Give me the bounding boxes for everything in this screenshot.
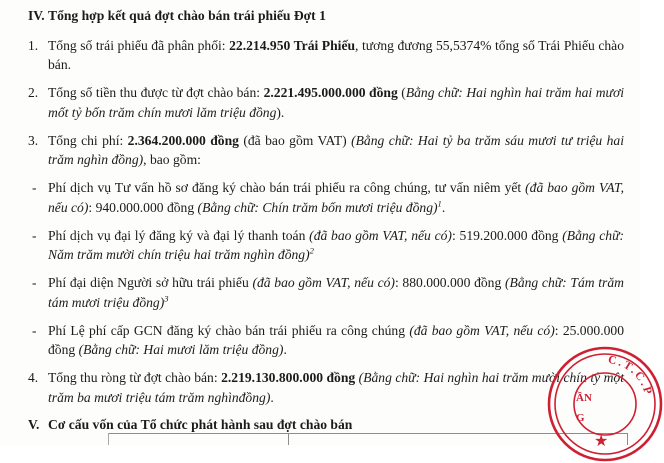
bullet1-footnote-ref: 1 xyxy=(437,197,442,208)
section-marker-iv: IV. xyxy=(28,8,45,23)
svg-text:C.T.C.P: C.T.C.P xyxy=(607,353,655,398)
list-item-2 xyxy=(14,83,626,122)
bullet-item-2 xyxy=(14,226,626,265)
bullet2-words-label: (Bằng chữ: xyxy=(562,227,625,243)
bullet4-amount: 25.000.000 đồng xyxy=(48,322,624,357)
list-item-3 xyxy=(14,131,626,170)
bullet-item-1-body xyxy=(48,178,626,217)
bullet3-words-label: (Bằng chữ: xyxy=(504,275,567,290)
bullet-item-4-marker: - xyxy=(32,322,37,338)
item2-paren-open: ( xyxy=(401,85,406,100)
bullet2-words: Năm trăm mười chín triệu hai trăm nghìn đồng) xyxy=(48,247,310,262)
list-item-1-marker: 1. xyxy=(28,37,39,53)
bullet1-vat-note: (đã bao gồm VAT, nếu có) xyxy=(48,180,624,215)
item2-words: Hai nghìn hai trăm hai mươi mốt tỷ bốn trăm chín mươi lăm triệu đồng xyxy=(48,85,624,120)
item4-amount: 2.219.130.800.000 đồng xyxy=(221,370,356,385)
table-column-divider-1 xyxy=(288,433,289,445)
item3-lead: Tổng chi phí: xyxy=(48,132,124,148)
bullet3-footnote-ref: 3 xyxy=(164,292,169,303)
bullet3-lead: Phí đại diện Người sở hữu trái phiếu xyxy=(48,275,249,290)
bullet2-footnote-ref: 2 xyxy=(309,245,314,256)
bullet1-words-label: (Bằng chữ: xyxy=(197,199,259,215)
bullet3-amount: 880.000.000 đồng xyxy=(402,275,502,290)
bullet4-vat-note: (đã bao gồm VAT, nếu có) xyxy=(409,322,555,338)
svg-text:G: G xyxy=(576,412,585,424)
bullet-item-2-body xyxy=(48,226,626,265)
list-item-2-body xyxy=(48,83,626,122)
item2-lead: Tổng số tiền thu được từ đợt chào bán: xyxy=(48,85,261,100)
item1-lead: Tổng số trái phiếu đã phân phối: xyxy=(48,37,226,53)
section-title-v: Cơ cấu vốn của Tổ chức phát hành sau đợt chào bán xyxy=(48,417,353,432)
svg-text:★: ★ xyxy=(594,433,609,450)
table-left-border xyxy=(108,433,109,445)
bullet2-vat-note: (đã bao gồm VAT, nếu có) xyxy=(309,227,452,243)
bullet1-colon: : xyxy=(88,199,93,215)
item3-words-label: (Bằng chữ: xyxy=(351,132,414,148)
bullet4-lead: Phí Lệ phí cấp GCN đăng ký chào bán trái phiếu ra công chúng xyxy=(48,322,406,338)
bullet3-words: Tám trăm tám mươi triệu đồng) xyxy=(48,275,624,310)
bullet1-tail: . xyxy=(441,199,446,215)
bullet1-words: Chín trăm bốn mươi triệu đồng) xyxy=(262,199,438,215)
bullet4-tail: . xyxy=(283,342,287,357)
list-item-4-body xyxy=(48,368,626,407)
bullet-item-1-marker: - xyxy=(32,180,37,195)
item3-vat-note: (đã bao gồm VAT) xyxy=(243,132,347,148)
item4-words-label: (Bằng chữ: xyxy=(358,370,421,385)
bullet4-words: Hai mươi lăm triệu đồng) xyxy=(143,342,284,357)
item3-words: Hai tỷ ba trăm sáu mươi tư triệu hai trăm nghìn đồng) xyxy=(48,132,624,167)
item4-lead: Tổng thu ròng từ đợt chào bán: xyxy=(48,370,218,385)
bullet-item-2-marker: - xyxy=(32,227,37,243)
list-item-4 xyxy=(14,368,626,407)
bullet2-colon: : xyxy=(451,227,456,243)
item3-tail: , bao gồm: xyxy=(143,152,201,167)
bullet2-lead: Phí dịch vụ đại lý đăng ký và đại lý thanh toán xyxy=(48,227,306,243)
capital-structure-table-top xyxy=(108,433,628,445)
bullet2-amount: 519.200.000 đồng xyxy=(459,227,559,243)
item4-tail: . xyxy=(270,389,274,405)
bullet-item-3-body xyxy=(48,273,626,312)
bullet-item-3 xyxy=(14,273,626,312)
list-item-3-marker: 3. xyxy=(28,132,39,148)
bullet4-colon: : xyxy=(554,322,559,338)
item1-rest: , tương đương 55,5374% tổng số Trái Phiếu chào bán. xyxy=(48,37,624,72)
list-item-2-marker: 2. xyxy=(28,85,39,100)
section-heading-v xyxy=(14,415,626,435)
bullet1-lead: Phí dịch vụ Tư vấn hồ sơ đăng ký chào bán trái phiếu ra công chúng, tư vấn niêm yết xyxy=(48,180,522,195)
bullet-item-1 xyxy=(14,178,626,217)
list-item-1-body xyxy=(48,36,626,75)
bullet-item-4-body xyxy=(48,321,626,360)
bullet3-vat-note: (đã bao gồm VAT, nếu có) xyxy=(252,275,395,290)
bullet-item-4 xyxy=(14,321,626,360)
item2-paren-close: ). xyxy=(276,104,285,120)
list-item-4-marker: 4. xyxy=(28,370,39,385)
bullet1-amount: 940.000.000 đồng xyxy=(95,199,195,215)
item3-amount: 2.364.200.000 đồng xyxy=(127,132,239,148)
section-marker-v: V. xyxy=(28,417,40,432)
section-heading-iv xyxy=(14,6,626,26)
bullet3-colon: : xyxy=(394,275,399,290)
list-item-3-body xyxy=(48,131,626,170)
bullet4-words-label: (Bằng chữ: xyxy=(78,342,140,357)
item1-amount: 22.214.950 Trái Phiếu xyxy=(229,37,356,53)
item2-words-label: Bằng chữ: xyxy=(405,85,463,100)
list-item-1 xyxy=(14,36,626,75)
bullet-item-3-marker: - xyxy=(32,275,37,290)
section-title-iv: Tổng hợp kết quả đợt chào bán trái phiếu Đợt 1 xyxy=(48,8,326,23)
item4-words: Hai nghìn hai trăm mười chín tỷ một trăm ba mươi triệu tám trăm nghìnđồng) xyxy=(48,370,624,405)
table-top-border xyxy=(108,433,628,434)
svg-text:ẦN: ẦN xyxy=(576,392,592,404)
item2-amount: 2.221.495.000.000 đồng xyxy=(263,85,398,100)
table-right-border xyxy=(627,433,628,445)
